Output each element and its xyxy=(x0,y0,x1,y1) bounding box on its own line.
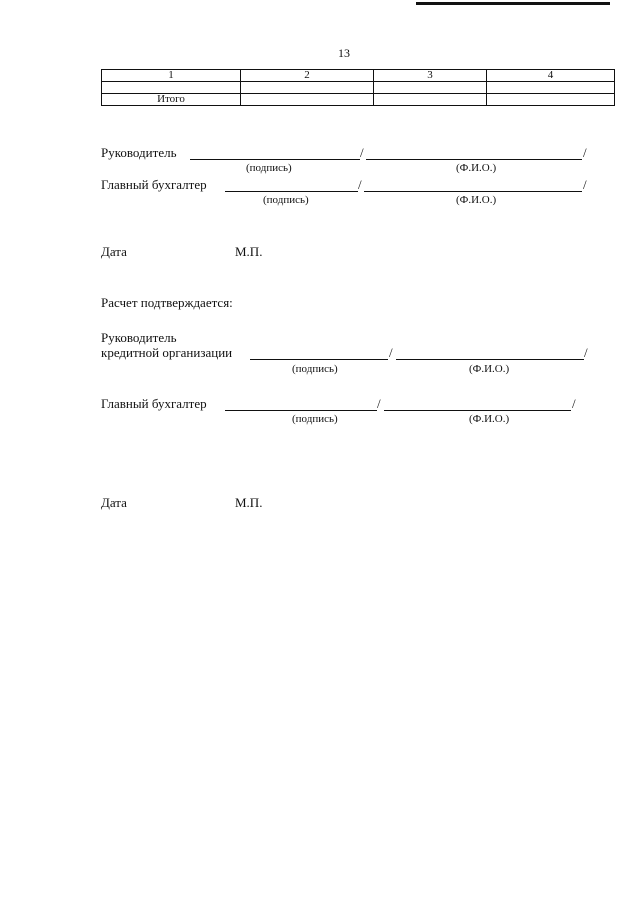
credit-org-head-signature-caption: (подпись) xyxy=(292,363,338,375)
credit-org-chief-accountant-signature-caption: (подпись) xyxy=(292,413,338,425)
table-cell xyxy=(487,82,615,94)
credit-org-head-name-line xyxy=(396,359,584,360)
chief-accountant-name-caption: (Ф.И.О.) xyxy=(456,194,497,206)
credit-org-chief-accountant-slash-end: / xyxy=(572,396,576,411)
table-header-cell: 2 xyxy=(241,70,374,82)
chief-accountant-signature-line xyxy=(225,191,358,192)
head-signature-caption: (подпись) xyxy=(246,162,292,174)
credit-org-head-slash-end: / xyxy=(584,345,588,360)
table-header-cell: 1 xyxy=(102,70,241,82)
head-slash-end: / xyxy=(583,145,587,160)
head-name-caption: (Ф.И.О.) xyxy=(456,162,497,174)
page-number: 13 xyxy=(338,46,350,60)
credit-org-chief-accountant-label: Главный бухгалтер xyxy=(101,396,207,411)
table-cell xyxy=(241,94,374,106)
table-cell xyxy=(374,82,487,94)
head-label: Руководитель xyxy=(101,145,177,160)
date-label-2: Дата xyxy=(101,495,127,510)
seal-label: М.П. xyxy=(235,244,263,259)
credit-org-head-label-line2: кредитной организации xyxy=(101,345,233,360)
seal-label-2: М.П. xyxy=(235,495,263,510)
chief-accountant-name-line xyxy=(364,191,582,192)
total-label: Итого xyxy=(102,94,241,106)
credit-org-head-label-line1: Руководитель xyxy=(101,330,177,345)
credit-org-chief-accountant-name-caption: (Ф.И.О.) xyxy=(469,413,510,425)
top-rule xyxy=(416,2,610,5)
credit-org-chief-accountant-signature-line xyxy=(225,410,377,411)
chief-accountant-label: Главный бухгалтер xyxy=(101,177,207,192)
table-cell xyxy=(374,94,487,106)
credit-org-head-name-caption: (Ф.И.О.) xyxy=(469,363,510,375)
chief-accountant-slash: / xyxy=(358,177,362,192)
date-label: Дата xyxy=(101,244,127,259)
table-cell xyxy=(241,82,374,94)
credit-org-head-signature-line xyxy=(250,359,388,360)
credit-org-head-slash: / xyxy=(389,345,393,360)
head-name-line xyxy=(366,159,582,160)
table-header-cell: 4 xyxy=(487,70,615,82)
table-header-cell: 3 xyxy=(374,70,487,82)
head-slash: / xyxy=(360,145,364,160)
table-header-row xyxy=(102,70,615,82)
table-row xyxy=(102,82,615,94)
table-cell xyxy=(102,82,241,94)
table-cell xyxy=(487,94,615,106)
head-signature-line xyxy=(190,159,360,160)
table-row-total xyxy=(102,94,615,106)
credit-org-chief-accountant-slash: / xyxy=(377,396,381,411)
chief-accountant-signature-caption: (подпись) xyxy=(263,194,309,206)
confirmation-text: Расчет подтверждается: xyxy=(101,295,233,310)
credit-org-chief-accountant-name-line xyxy=(384,410,571,411)
chief-accountant-slash-end: / xyxy=(583,177,587,192)
report-table xyxy=(101,69,615,106)
